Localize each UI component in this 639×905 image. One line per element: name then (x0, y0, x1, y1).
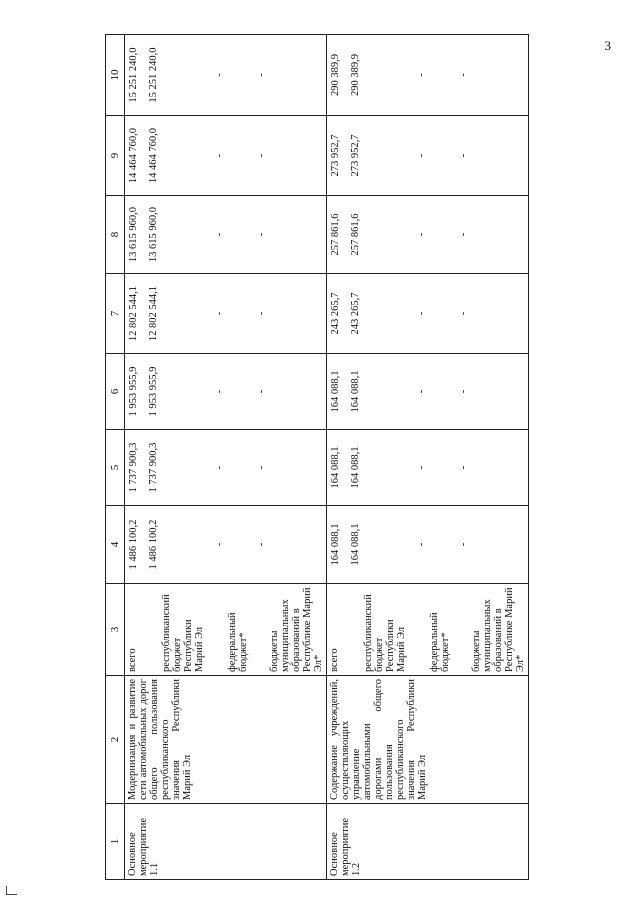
value: - (416, 153, 427, 158)
value: 164 088,1 (330, 446, 341, 489)
value: 164 088,1 (330, 370, 341, 413)
scan-corner-mark (6, 886, 17, 895)
value: 1 953 955,9 (148, 366, 159, 417)
value-cell (327, 430, 529, 506)
source-cell (125, 584, 327, 676)
value: 14 464 760,0 (148, 127, 159, 184)
value: - (458, 73, 469, 77)
value: - (256, 542, 267, 547)
value: - (416, 311, 427, 316)
value: 12 802 544,1 (128, 285, 139, 342)
event-name-cell: Содержание учреждений, осуществляющих управление автомобильными дорогами общего пользования республиканского значения Республики Марий Эл (327, 676, 529, 804)
rotated-table-container (105, 35, 533, 880)
value: - (458, 153, 469, 158)
header-cell: 8 (106, 196, 125, 274)
value: - (458, 542, 469, 547)
value: 257 861,6 (330, 213, 341, 256)
value: 164 088,1 (350, 523, 361, 566)
value: 1 737 900,3 (128, 442, 139, 493)
value: 13 615 960,0 (128, 206, 139, 263)
value-cell (125, 354, 327, 430)
value-cell (327, 274, 529, 354)
value: 13 615 960,0 (148, 206, 159, 263)
value: - (214, 542, 225, 547)
value: - (416, 73, 427, 77)
value: - (214, 311, 225, 316)
header-cell: 7 (106, 274, 125, 354)
value: - (416, 465, 427, 470)
value-cell (125, 274, 327, 354)
value: 290 389,9 (330, 54, 341, 96)
source-label: федеральный бюджет* (227, 612, 249, 672)
value: 1 737 900,3 (148, 442, 159, 493)
table-row (327, 35, 529, 880)
header-cell: 5 (106, 430, 125, 506)
header-row (106, 35, 125, 880)
value: 273 952,7 (330, 134, 341, 177)
value: 164 088,1 (350, 370, 361, 413)
value: 14 464 760,0 (128, 127, 139, 184)
value: - (416, 389, 427, 394)
value: - (256, 232, 267, 237)
value-cell (327, 196, 529, 274)
value: - (256, 73, 267, 77)
value-cell (327, 506, 529, 584)
value: - (256, 153, 267, 158)
value-cell (327, 35, 529, 116)
event-cell: Основное мероприятие 1.2 (327, 804, 529, 880)
value: - (214, 465, 225, 470)
value: 257 861,6 (350, 213, 361, 256)
value-cell (125, 506, 327, 584)
source-label: республиканский бюджет Республики Марий Эл (161, 594, 205, 672)
event-name-cell: Модернизация и развитие сети автомобильных дорог общего пользования республиканского значения Республики Марий Эл (125, 676, 327, 804)
value: - (416, 232, 427, 237)
value: - (458, 232, 469, 237)
source-label: республиканский бюджет Республики Марий Эл (363, 594, 407, 672)
value: 12 802 544,1 (148, 285, 159, 342)
value: - (416, 542, 427, 547)
source-label: бюджеты муниципальных образований в Республике Марий Эл* (269, 587, 324, 672)
value: 15 251 240,0 (148, 47, 159, 103)
value: - (458, 465, 469, 470)
value: 15 251 240,0 (128, 47, 139, 103)
value: - (256, 389, 267, 394)
source-label: всего (329, 648, 340, 672)
value: - (458, 389, 469, 394)
header-cell: 1 (106, 804, 125, 880)
value: 243 265,7 (350, 292, 361, 335)
header-cell: 3 (106, 584, 125, 676)
source-label: всего (127, 648, 138, 672)
value: 273 952,7 (350, 134, 361, 177)
value-cell (125, 35, 327, 116)
value: 243 265,7 (330, 292, 341, 335)
source-label: бюджеты муниципальных образований в Республике Марий Эл* (471, 587, 526, 672)
header-cell: 9 (106, 116, 125, 196)
value-cell (125, 430, 327, 506)
value-cell (327, 354, 529, 430)
header-cell: 4 (106, 506, 125, 584)
header-cell: 6 (106, 354, 125, 430)
value: 164 088,1 (350, 446, 361, 489)
value: - (214, 73, 225, 77)
page-number: 3 (604, 38, 611, 53)
value: 1 953 955,9 (128, 366, 139, 417)
value: - (214, 232, 225, 237)
funding-table (105, 34, 529, 880)
source-label: федеральный бюджет* (429, 612, 451, 672)
value-cell (125, 116, 327, 196)
table-row (125, 35, 327, 880)
value: - (256, 311, 267, 316)
value: 164 088,1 (330, 523, 341, 566)
header-cell: 10 (106, 35, 125, 116)
value-cell (125, 196, 327, 274)
value: - (458, 311, 469, 316)
header-cell: 2 (106, 676, 125, 804)
value-cell (327, 116, 529, 196)
value: - (256, 465, 267, 470)
value: 290 389,9 (350, 54, 361, 96)
source-cell (327, 584, 529, 676)
value: - (214, 389, 225, 394)
value: 1 486 100,2 (128, 519, 139, 570)
value: - (214, 153, 225, 158)
event-cell: Основное мероприятие 1.1 (125, 804, 327, 880)
value: 1 486 100,2 (148, 519, 159, 570)
